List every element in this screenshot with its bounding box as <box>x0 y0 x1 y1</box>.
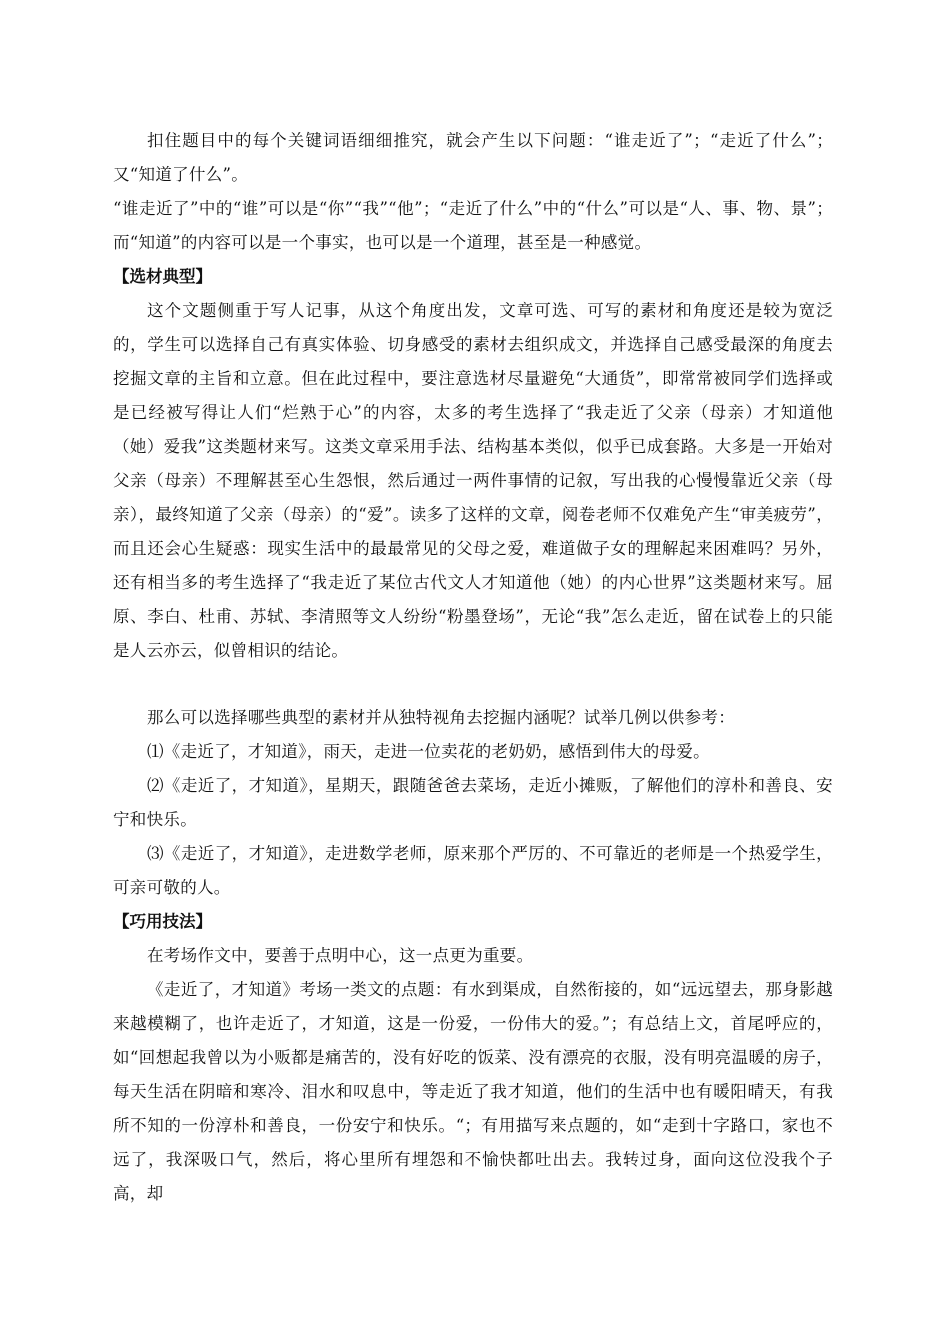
section-heading-material: 【选材典型】 <box>113 267 212 286</box>
list-item-example-1: ⑴《走近了，才知道》，雨天，走进一位卖花的老奶奶，感悟到伟大的母爱。 <box>147 742 710 761</box>
section-heading-technique: 【巧用技法】 <box>113 912 212 931</box>
paragraph-technique-intro: 在考场作文中，要善于点明中心，这一点更为重要。 <box>147 946 534 965</box>
paragraph-keyword-analysis: 扣住题目中的每个关键词语细细推究，就会产生以下问题：“谁走近了”；“走近了什么”；又“知道了什么”。 <box>113 131 833 184</box>
paragraph-who-what-know: “谁走近了”中的“谁”可以是“你”“我”“他”；“走近了什么”中的“什么”可以是“人、事、物、景”；而“知道”的内容可以是一个事实，也可以是一个道理，甚至是一种感觉。 <box>113 199 833 252</box>
list-item-example-3: ⑶《走近了，才知道》，走进数学老师，原来那个严厉的、不可靠近的老师是一个热爱学生，可亲可敬的人。 <box>113 844 833 897</box>
paragraph-material-selection: 这个文题侧重于写人记事，从这个角度出发，文章可选、可写的素材和角度还是较为宽泛的，学生可以选择自己有真实体验、切身感受的素材去组织成文，并选择自己感受最深的角度去挖掘文章的主旨和立意。但在此过程中，要注意选材尽量避免“大通货”，即常常被同学们选择或是已经被写得让人们“烂熟于心”的内容，太多的考生选择了“我走近了父亲（母亲）才知道他（她）爱我”这类题材来写。这类文章采用手法、结构基本类似，似乎已成套路。大多是一开始对父亲（母亲）不理解甚至心生怨恨，然后通过一两件事情的记叙，写出我的心慢慢靠近父亲（母亲），最终知道了父亲（母亲）的“爱”。读多了这样的文章，阅卷老师不仅难免产生“审美疲劳”，而且还会心生疑惑：现实生活中的最最常见的父母之爱，难道做子女的理解起来困难吗？另外，还有相当多的考生选择了“我走近了某位古代文人才知道他（她）的内心世界”这类题材来写。屈原、李白、杜甫、苏轼、李清照等文人纷纷“粉墨登场”，无论“我”怎么走近，留在试卷上的只能是人云亦云，似曾相识的结论。 <box>113 301 833 660</box>
paragraph-technique-examples: 《走近了，才知道》考场一类文的点题：有水到渠成，自然衔接的，如“远远望去，那身影越来越模糊了，也许走近了，才知道，这是一份爱，一份伟大的爱。”；有总结上文，首尾呼应的，如“回想起我曾以为小贩都是痛苦的，没有好吃的饭菜、没有漂亮的衣服，没有明亮温暖的房子，每天生活在阴暗和寒冷、泪水和叹息中，等走近了我才知道，他们的生活中也有暖阳晴天，有我所不知的一份淳朴和善良，一份安宁和快乐。“；有用描写来点题的，如“走到十字路口，家也不远了，我深吸口气，然后，将心里所有埋怨和不愉快都吐出去。我转过身，面向这位没我个子高，却 <box>113 980 833 1203</box>
paragraph-example-intro: 那么可以选择哪些典型的素材并从独特视角去挖掘内涵呢？试举几例以供参考： <box>147 708 735 727</box>
list-item-example-2: ⑵《走近了，才知道》，星期天，跟随爸爸去菜场，走近小摊贩，了解他们的淳朴和善良、安宁和快乐。 <box>113 776 833 829</box>
